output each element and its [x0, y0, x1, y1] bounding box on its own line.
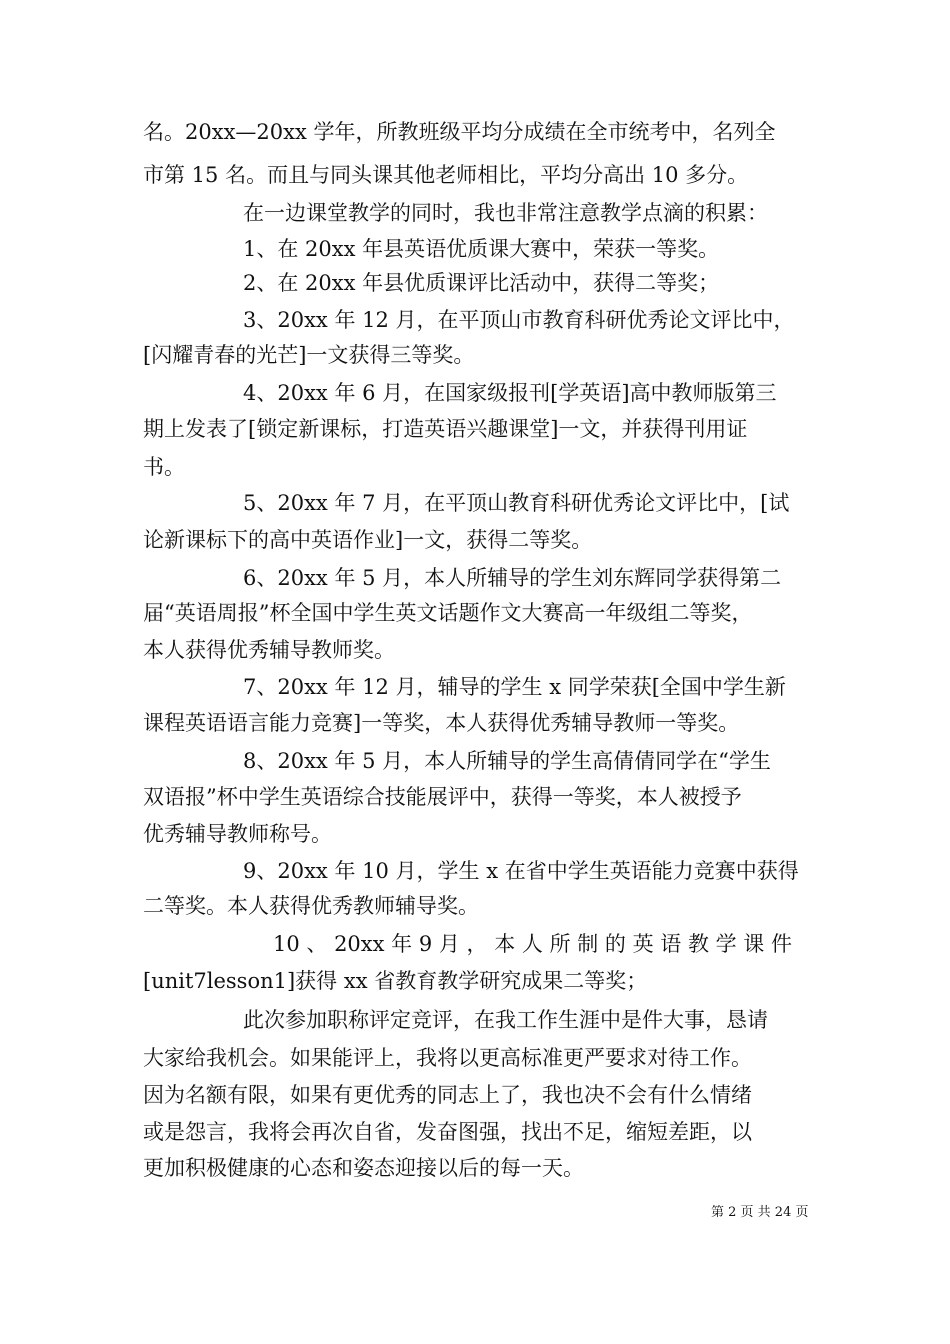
- text-line: 8、20xx 年 5 月，本人所辅导的学生高倩倩同学在“学生: [243, 749, 771, 773]
- text-line: 或是怨言，我将会再次自省，发奋图强，找出不足，缩短差距，以: [143, 1120, 752, 1144]
- text-line: 优秀辅导教师称号。: [143, 822, 332, 846]
- text-line: 课程英语语言能力竞赛]一等奖，本人获得优秀辅导教师一等奖。: [143, 711, 740, 735]
- text-line: 在一边课堂教学的同时，我也非常注意教学点滴的积累：: [243, 201, 768, 225]
- text-line: 本人获得优秀辅导教师奖。: [143, 638, 395, 662]
- text-line: [闪耀青春的光芒]一文获得三等奖。: [143, 343, 475, 367]
- text-line: 此次参加职称评定竞评，在我工作生涯中是件大事，恳请: [243, 1008, 768, 1032]
- text-line: 3、20xx 年 12 月，在平顶山市教育科研优秀论文评比中，: [243, 308, 795, 332]
- text-line: 书。: [143, 455, 185, 479]
- text-line: 期上发表了[锁定新课标，打造英语兴趣课堂]一文，并获得刊用证: [143, 417, 748, 441]
- text-line: 7、20xx 年 12 月，辅导的学生 x 同学荣获[全国中学生新: [243, 675, 786, 699]
- text-line: 市第 15 名。而且与同头课其他老师相比，平均分高出 10 多分。: [143, 163, 749, 187]
- page-number-footer: 第 2 页 共 24 页: [711, 1205, 809, 1220]
- text-line: 2、在 20xx 年县优质课评比活动中，获得二等奖；: [243, 271, 720, 295]
- text-line: 大家给我机会。如果能评上，我将以更高标准更严要求对待工作。: [143, 1046, 752, 1070]
- text-line: 二等奖。本人获得优秀教师辅导奖。: [143, 894, 479, 918]
- text-line: 论新课标下的高中英语作业]一文，获得二等奖。: [143, 528, 593, 552]
- text-line: 9、20xx 年 10 月，学生 x 在省中学生英语能力竞赛中获得: [243, 859, 799, 883]
- text-line: 5、20xx 年 7 月，在平顶山教育科研优秀论文评比中，[试: [243, 491, 790, 515]
- text-line: 因为名额有限，如果有更优秀的同志上了，我也决不会有什么情绪: [143, 1083, 752, 1107]
- text-line: 双语报”杯中学生英语综合技能展评中，获得一等奖，本人被授予: [143, 785, 742, 809]
- text-line: [unit7lesson1]获得 xx 省教育教学研究成果二等奖；: [143, 969, 648, 993]
- text-line: 更加积极健康的心态和姿态迎接以后的每一天。: [143, 1156, 584, 1180]
- text-line: 1、在 20xx 年县英语优质课大赛中，荣获一等奖。: [243, 237, 720, 261]
- text-line: 名。20xx—20xx 学年，所教班级平均分成绩在全市统考中，名列全: [143, 120, 776, 144]
- text-line: 6、20xx 年 5 月，本人所辅导的学生刘东辉同学获得第二: [243, 566, 782, 590]
- text-line: 10 、 20xx 年 9 月 ， 本 人 所 制 的 英 语 教 学 课 件: [273, 932, 792, 956]
- text-line: 届“英语周报”杯全国中学生英文话题作文大赛高一年级组二等奖，: [143, 601, 753, 625]
- text-line: 4、20xx 年 6 月，在国家级报刊[学英语]高中教师版第三: [243, 381, 777, 405]
